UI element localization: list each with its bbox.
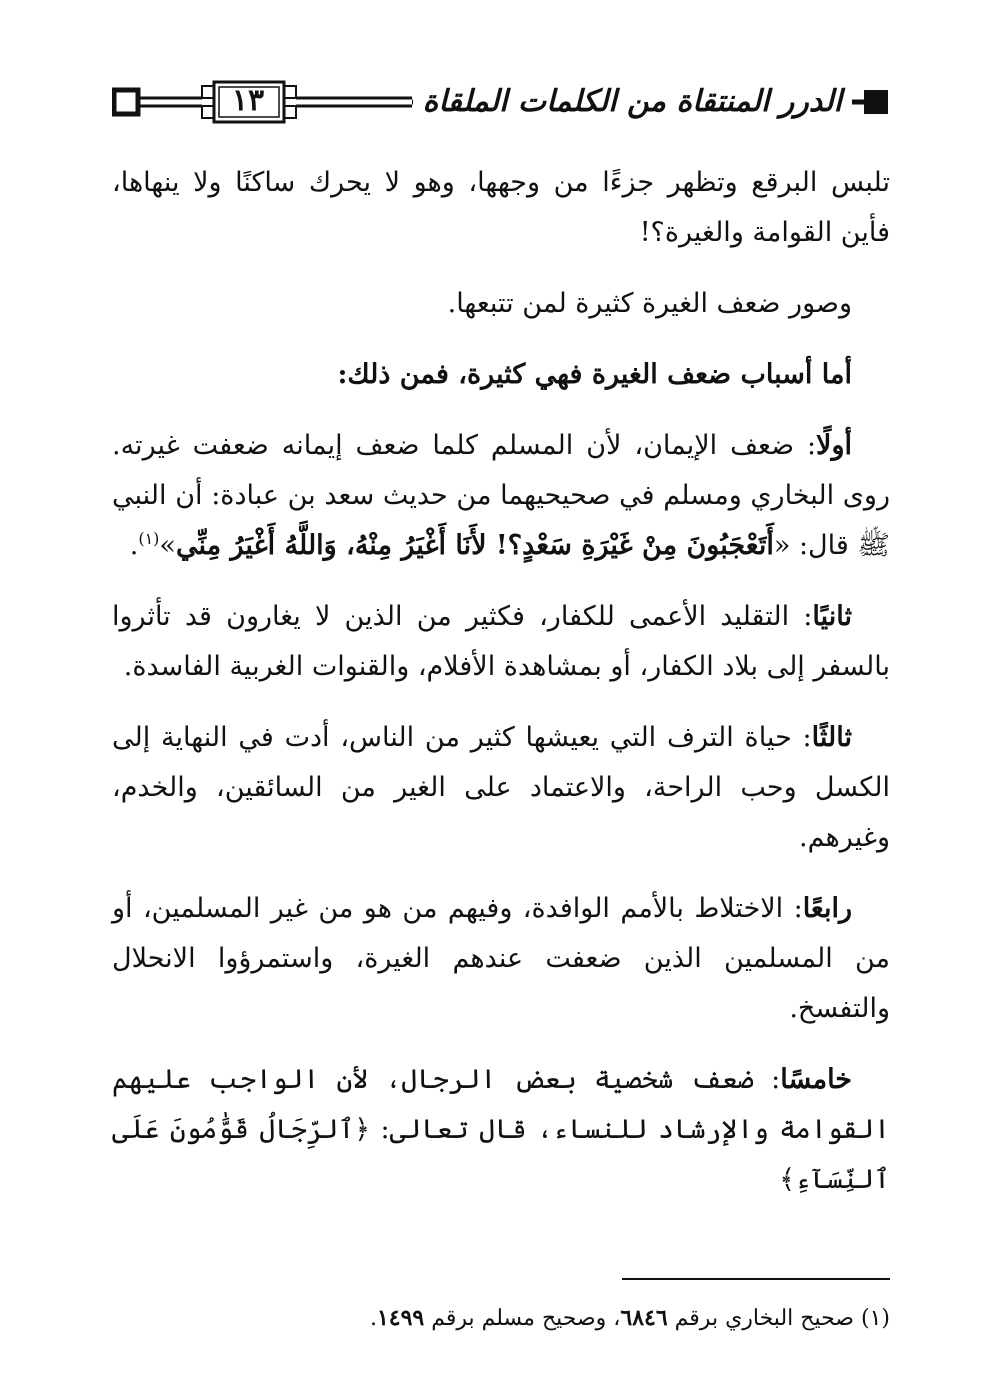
reason-1-lead: أولًا bbox=[816, 430, 852, 461]
paragraph-reason-3 bbox=[112, 713, 890, 863]
paragraph-reason-1 bbox=[112, 421, 890, 571]
hadith-close-quote: » bbox=[159, 530, 176, 561]
reason-5-lead: خامسًا bbox=[780, 1064, 852, 1095]
footnote-marker: (١) bbox=[860, 1306, 890, 1331]
section-heading: أما أسباب ضعف الغيرة فهي كثيرة، فمن ذلك: bbox=[337, 359, 852, 390]
footnote-middle: ، وصحيح مسلم برقم bbox=[424, 1306, 621, 1331]
footnote-text: صحيح البخاري برقم bbox=[667, 1306, 861, 1331]
page-body bbox=[112, 158, 890, 1226]
reason-4-text: : الاختلاط بالأمم الوافدة، وفيهم من هو من غير المسلمين، أو من المسلمين الذين ضعفت عندهم الغيرة، واستمرؤوا الانحلال والتفسخ. bbox=[112, 893, 890, 1024]
footnote bbox=[112, 1298, 890, 1339]
page-header bbox=[112, 76, 890, 128]
paragraph-reason-5 bbox=[112, 1055, 890, 1205]
paragraph-reason-4 bbox=[112, 884, 890, 1034]
reason-2-text: : التقليد الأعمى للكفار، فكثير من الذين لا يغارون قد تأثروا بالسفر إلى بلاد الكفار، أو بمشاهدة الأفلام، والقنوات الغربية الفاسدة. bbox=[112, 601, 890, 682]
reason-4-lead: رابعًا bbox=[802, 893, 852, 924]
footnote-reference[interactable]: (١) bbox=[138, 529, 160, 548]
reason-3-text: : حياة الترف التي يعيشها كثير من الناس، أدت في النهاية إلى الكسل وحب الراحة، والاعتماد على الغير من السائقين، والخدم، وغيرهم. bbox=[112, 722, 890, 853]
footnote-separator bbox=[622, 1278, 890, 1280]
reason-2-lead: ثانيًا bbox=[812, 601, 852, 632]
hollow-square-ornament bbox=[114, 90, 138, 114]
paragraph-reason-2 bbox=[112, 592, 890, 692]
solid-square-ornament bbox=[864, 90, 888, 114]
quran-verse: ﴿ٱلرِّجَالُ قَوَّٰمُونَ عَلَى ٱلنِّسَآءِ﴾ bbox=[112, 1114, 890, 1195]
reason-3-lead: ثالثًا bbox=[811, 722, 852, 753]
paragraph-1: تلبس البرقع وتظهر جزءًا من وجهها، وهو لا يحرك ساكنًا ولا ينهاها، فأين القوامة والغيرة؟! bbox=[112, 167, 890, 248]
book-title: الدرر المنتقاة من الكلمات الملقاة bbox=[413, 82, 852, 122]
reason-5-text: : ضعف شخصية بعض الرجال، لأن الواجب عليهم القوامة والإرشاد للنساء، قال تعالى: bbox=[112, 1064, 890, 1145]
reason-1-end: . bbox=[129, 530, 139, 561]
footnote-number-muslim: ١٤٩٩ bbox=[376, 1305, 425, 1331]
footnote-number-bukhari: ٦٨٤٦ bbox=[620, 1305, 668, 1331]
paragraph-2: وصور ضعف الغيرة كثيرة لمن تتبعها. bbox=[447, 288, 852, 319]
reason-1-text: : ضعف الإيمان، لأن المسلم كلما ضعف إيمانه ضعفت غيرته. روى البخاري ومسلم في صحيحيهما من حديث سعد بن عبادة: أن النبي ﷺ قال: « bbox=[112, 430, 890, 561]
page-number: ١٣ bbox=[231, 83, 265, 118]
hadith-quote: أَتَعْجَبُونَ مِنْ غَيْرَةِ سَعْدٍ؟! لأَنَا أَغْيَرُ مِنْهُ، وَاللَّهُ أَغْيَرُ مِنِّي bbox=[175, 530, 774, 561]
footnote-end: . bbox=[369, 1306, 377, 1331]
